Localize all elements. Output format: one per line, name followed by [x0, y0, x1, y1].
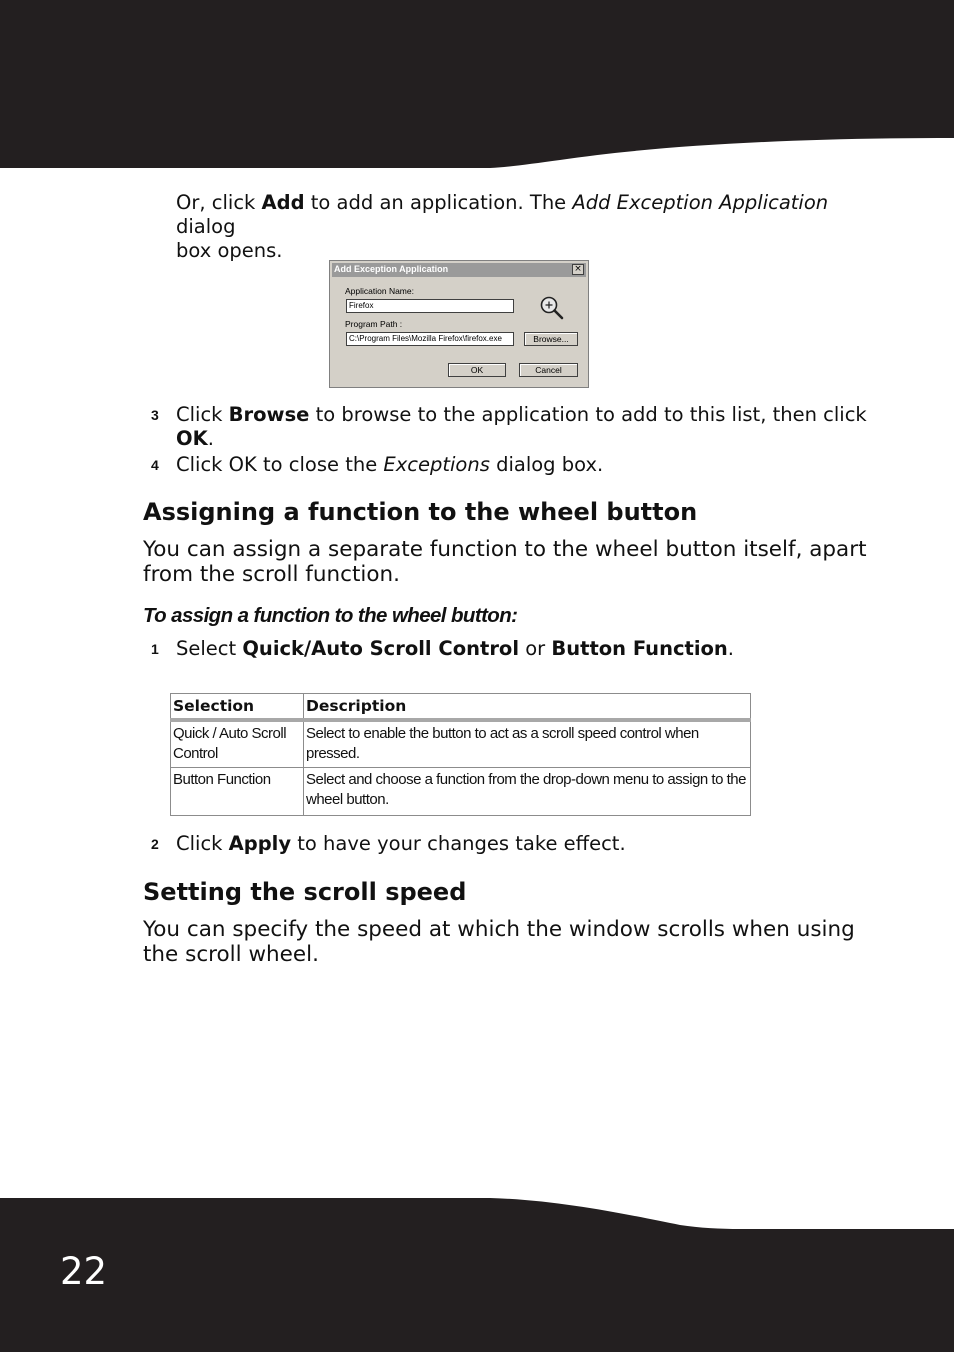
column-header: Description: [304, 694, 751, 720]
intro-step-mid: to add an application. The: [304, 191, 573, 214]
footer-band: [0, 1190, 954, 1352]
step-number: 4: [151, 457, 159, 473]
step-3-post2: .: [207, 427, 214, 450]
section-heading: Assigning a function to the wheel button: [143, 498, 698, 526]
table-row: [171, 768, 751, 816]
header-band: [0, 0, 954, 170]
section-heading: Setting the scroll speed: [143, 878, 467, 906]
application-name-label: Application Name:: [345, 286, 414, 296]
step-2-bold: Apply: [228, 832, 292, 855]
page-number: 22: [60, 1250, 108, 1293]
application-name-field[interactable]: Firefox: [346, 299, 514, 313]
step-number: 3: [151, 407, 159, 423]
procedure-heading: To assign a function to the wheel button:: [143, 604, 518, 627]
step-1-bold1: Quick/Auto Scroll Control: [242, 637, 520, 660]
section-intro: [143, 917, 903, 967]
section-intro-line1: You can specify the speed at which the window scrolls when using: [143, 917, 855, 942]
section-intro: [143, 537, 903, 587]
step-3-bold2: OK: [176, 427, 208, 450]
step-4-italic: Exceptions: [383, 453, 490, 476]
section-intro-line2: from the scroll function.: [143, 562, 400, 587]
program-path-field[interactable]: C:\Program Files\Mozilla Firefox\firefox.exe: [346, 332, 514, 346]
step-1-mid: or: [519, 637, 552, 660]
program-path-label: Program Path :: [345, 319, 403, 329]
selection-table: [170, 693, 751, 816]
intro-step-text: [176, 191, 876, 263]
table-cell: Select and choose a function from the drop-down menu to assign to the wheel button.: [304, 768, 751, 816]
step-3-post: to browse to the application to add to this list, then click: [309, 403, 867, 426]
add-exception-dialog: [329, 260, 589, 388]
step-1-text: [176, 637, 876, 661]
section-intro-line2: the scroll wheel.: [143, 942, 319, 967]
table-cell: Quick / Auto Scroll Control: [171, 720, 304, 768]
step-4-post: dialog box.: [489, 453, 604, 476]
step-1-post: .: [727, 637, 734, 660]
cancel-button[interactable]: Cancel: [519, 363, 578, 377]
magnifier-icon: [539, 295, 565, 325]
step-2-post: to have your changes take effect.: [291, 832, 626, 855]
intro-step-pre: Or, click: [176, 191, 262, 214]
step-3-pre: Click: [176, 403, 229, 426]
step-1-pre: Select: [176, 637, 243, 660]
browse-button[interactable]: Browse...: [524, 332, 578, 346]
step-2-text: [176, 832, 876, 856]
step-3-text: [176, 403, 876, 451]
intro-step-dialog-name: Add Exception Application: [572, 191, 829, 214]
table-cell: Select to enable the button to act as a scroll speed control when pressed.: [304, 720, 751, 768]
ok-button[interactable]: OK: [448, 363, 506, 377]
table-header-row: [171, 694, 751, 720]
column-header: Selection: [171, 694, 304, 720]
intro-step-add: Add: [261, 191, 305, 214]
section-intro-line1: You can assign a separate function to the wheel button itself, apart: [143, 537, 867, 562]
step-4-text: [176, 453, 876, 477]
dialog-title-bar: [332, 263, 586, 277]
dialog-title: Add Exception Application: [334, 264, 449, 274]
step-4-pre: Click OK to close the: [176, 453, 384, 476]
step-number: 2: [151, 836, 159, 852]
intro-step-post: dialog: [176, 215, 236, 238]
step-2-pre: Click: [176, 832, 229, 855]
table-cell: Button Function: [171, 768, 304, 816]
table-row: [171, 720, 751, 768]
close-button[interactable]: ×: [572, 264, 584, 275]
intro-step-line2: box opens.: [176, 239, 283, 262]
step-3-bold: Browse: [228, 403, 310, 426]
step-1-bold2: Button Function: [551, 637, 728, 660]
step-number: 1: [151, 641, 159, 657]
